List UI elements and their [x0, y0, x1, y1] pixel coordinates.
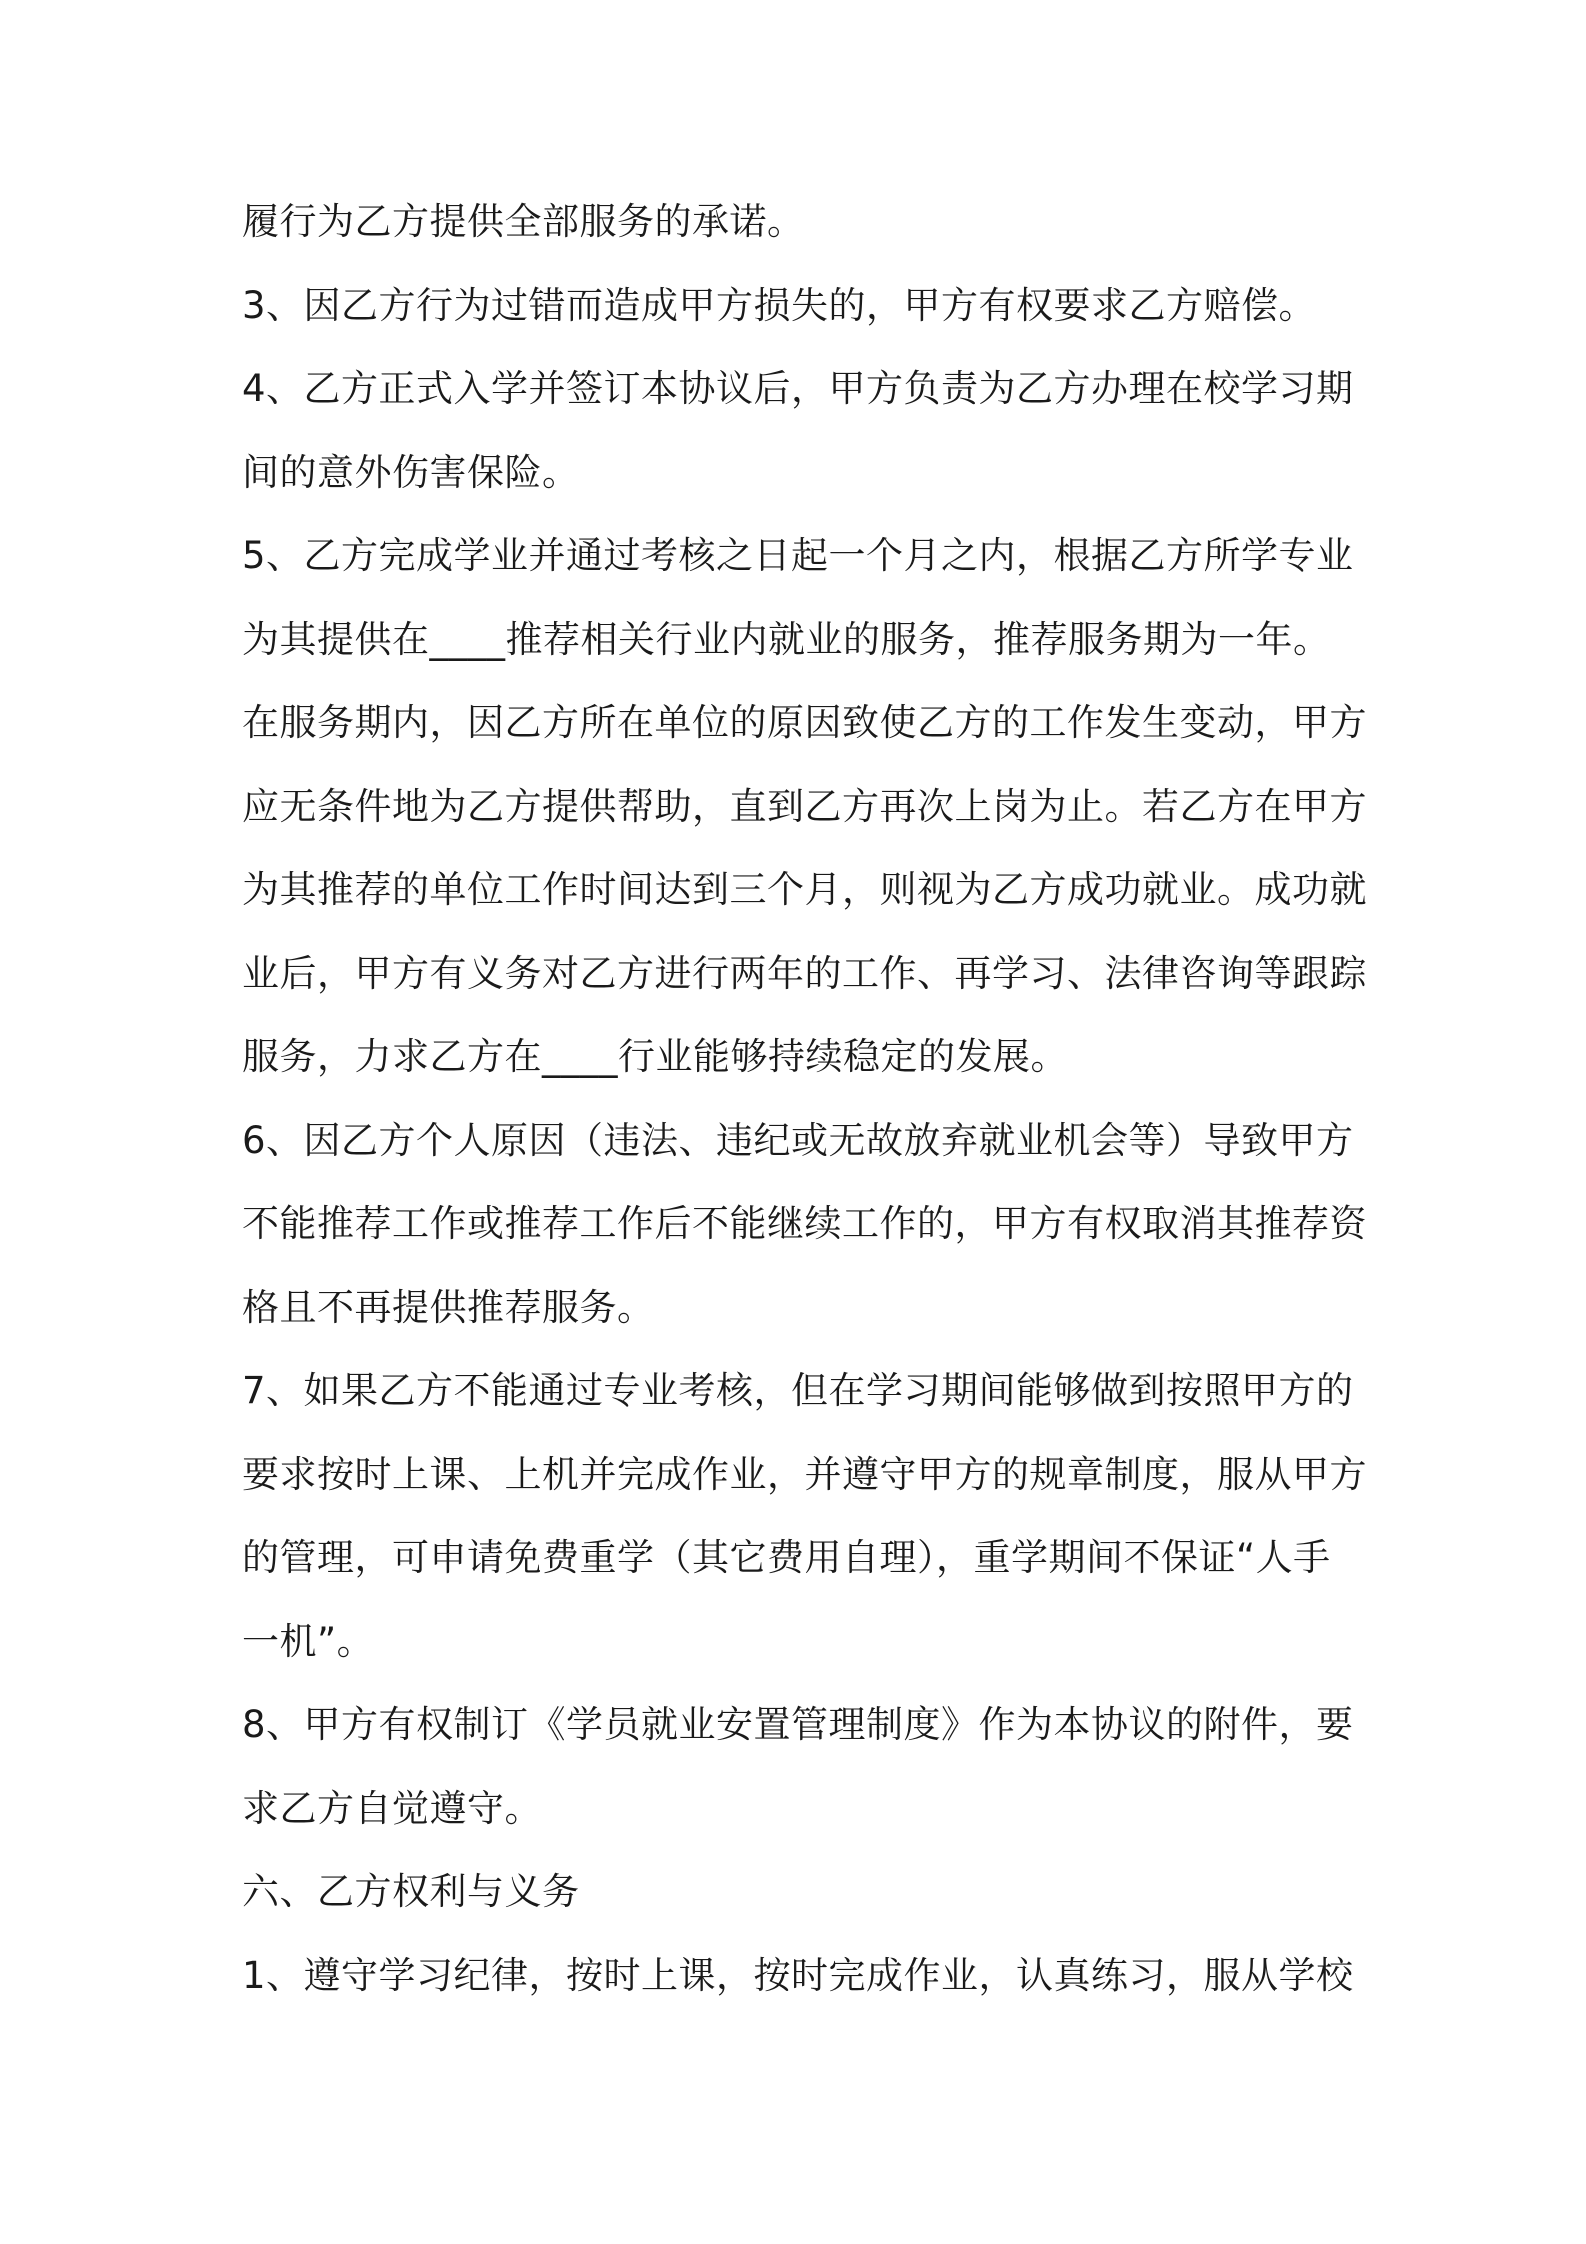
text-line: 间的意外伤害保险。: [242, 450, 580, 494]
text-line: 8、甲方有权制订《学员就业安置管理制度》作为本协议的附件，要: [242, 1703, 1354, 1746]
text-line: 履行为乙方提供全部服务的承诺。: [242, 200, 805, 243]
text-line: 6、因乙方个人原因（违法、违纪或无故放弃就业机会等）导致甲方: [242, 1118, 1354, 1162]
section-heading: 六、乙方权利与义务: [242, 1870, 580, 1913]
text-line: 服务，力求乙方在____行业能够持续稳定的发展。: [242, 1035, 1068, 1078]
text-line: 求乙方自觉遵守。: [242, 1786, 542, 1830]
text-line: 不能推荐工作或推荐工作后不能继续工作的，甲方有权取消其推荐资: [242, 1202, 1367, 1245]
text-line: 的管理，可申请免费重学（其它费用自理），重学期间不保证“人手: [242, 1536, 1331, 1579]
text-line: 为其推荐的单位工作时间达到三个月，则视为乙方成功就业。成功就: [242, 868, 1367, 911]
text-line: 1、遵守学习纪律，按时上课，按时完成作业，认真练习，服从学校: [242, 1953, 1354, 1997]
text-line: 7、如果乙方不能通过专业考核，但在学习期间能够做到按照甲方的: [242, 1369, 1354, 1412]
text-line: 格且不再提供推荐服务。: [242, 1285, 655, 1329]
document-body: [242, 180, 1367, 2017]
text-line: 3、因乙方行为过错而造成甲方损失的，甲方有权要求乙方赔偿。: [242, 283, 1317, 327]
text-line: 5、乙方完成学业并通过考核之日起一个月之内，根据乙方所学专业: [242, 534, 1354, 577]
text-line: 4、乙方正式入学并签订本协议后，甲方负责为乙方办理在校学习期: [242, 367, 1354, 410]
text-line: 应无条件地为乙方提供帮助，直到乙方再次上岗为止。若乙方在甲方: [242, 784, 1367, 828]
text-line: 一机”。: [242, 1619, 375, 1663]
text-line: 在服务期内，因乙方所在单位的原因致使乙方的工作发生变动，甲方: [242, 701, 1367, 744]
text-line: 要求按时上课、上机并完成作业，并遵守甲方的规章制度，服从甲方: [242, 1452, 1367, 1496]
text-line: 为其提供在____推荐相关行业内就业的服务，推荐服务期为一年。: [242, 617, 1331, 661]
text-line: 业后，甲方有义务对乙方进行两年的工作、再学习、法律咨询等跟踪: [242, 951, 1367, 995]
